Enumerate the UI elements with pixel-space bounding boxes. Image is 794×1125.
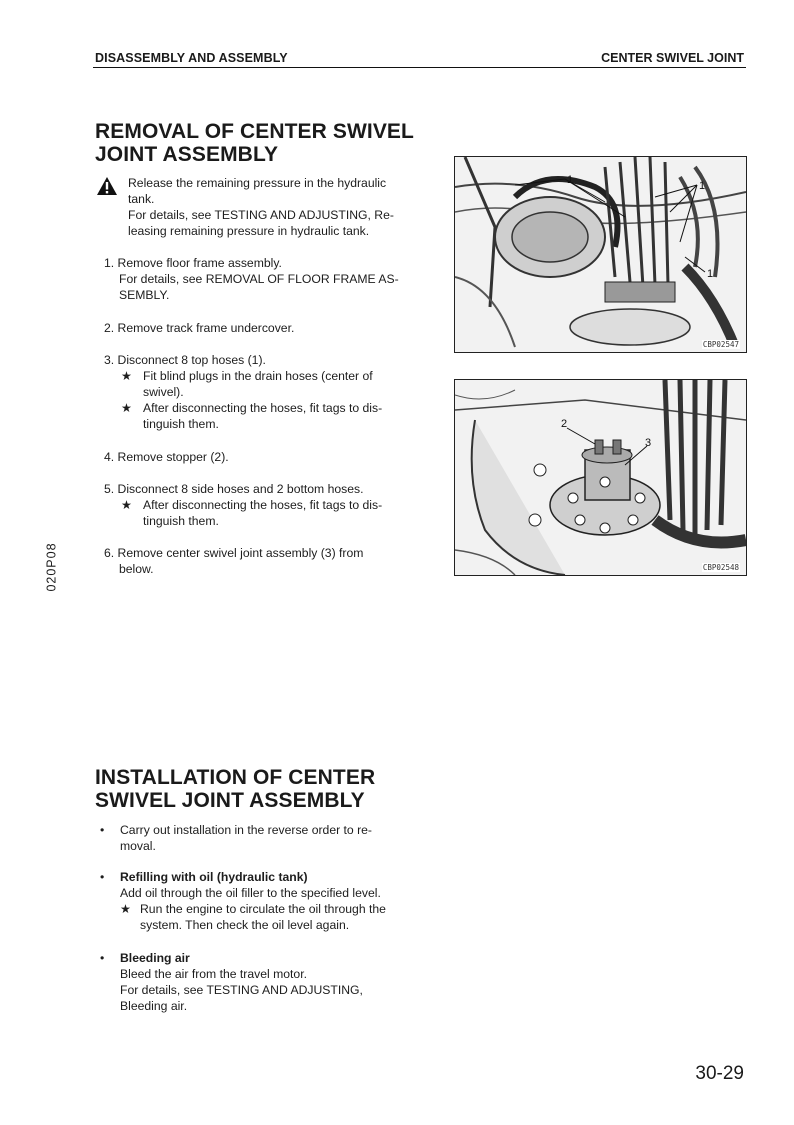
- header-component-title: CENTER SWIVEL JOINT: [601, 51, 744, 65]
- item-text: For details, see TESTING AND ADJUSTING,: [120, 983, 363, 997]
- removal-step-6: [104, 545, 424, 577]
- installation-item-bleeding-air: [100, 950, 425, 1014]
- bullet-icon: •: [100, 823, 105, 837]
- warning-triangle-icon: [97, 177, 117, 195]
- removal-title-line-2: JOINT ASSEMBLY: [95, 143, 279, 166]
- item-heading: Refilling with oil (hydraulic tank): [120, 870, 308, 884]
- step-note: [104, 400, 424, 432]
- fig1-label-1: 1: [567, 174, 574, 186]
- note-text: swivel).: [143, 385, 184, 399]
- step-text: 6. Remove center swivel joint assembly (3) from: [104, 546, 364, 560]
- item-text: Bleeding air.: [120, 999, 188, 1013]
- warning-line: For details, see TESTING AND ADJUSTING, Re-: [128, 208, 394, 222]
- removal-title: [95, 120, 414, 166]
- star-icon: ★: [120, 902, 131, 916]
- step-text: 4. Remove stopper (2).: [104, 450, 229, 464]
- removal-step-4: [104, 449, 424, 465]
- step-note: [104, 368, 424, 400]
- star-icon: ★: [121, 401, 132, 415]
- note-text: system. Then check the oil level again.: [140, 918, 350, 932]
- item-text: Bleed the air from the travel motor.: [120, 967, 307, 981]
- star-icon: ★: [121, 498, 132, 512]
- note-text: Fit blind plugs in the drain hoses (center of: [143, 369, 373, 383]
- fig1-label-1c: 1: [707, 268, 714, 280]
- item-text: Add oil through the oil filler to the specified level.: [120, 886, 381, 900]
- removal-step-1: [104, 255, 424, 303]
- bullet-icon: •: [100, 951, 105, 965]
- figure-swivel-joint: [454, 379, 747, 576]
- side-code-text: 020P08: [44, 542, 59, 592]
- fig2-label-2: 2: [561, 418, 568, 430]
- step-text: For details, see REMOVAL OF FLOOR FRAME AS-: [119, 272, 399, 286]
- figure-swivel-joint-illustration: [455, 380, 746, 575]
- side-document-code: [44, 540, 69, 600]
- item-note: [100, 901, 425, 933]
- step-note: [104, 497, 424, 529]
- item-text: moval.: [120, 839, 156, 853]
- removal-step-5: [104, 481, 424, 529]
- step-text: SEMBLY.: [119, 288, 170, 302]
- star-icon: ★: [121, 369, 132, 383]
- step-text: 5. Disconnect 8 side hoses and 2 bottom hoses.: [104, 482, 364, 496]
- note-text: tinguish them.: [143, 417, 219, 431]
- step-text: below.: [119, 562, 154, 576]
- installation-title-line-1: INSTALLATION OF CENTER: [95, 766, 376, 789]
- note-text: Run the engine to circulate the oil through the: [140, 902, 386, 916]
- figure-code: CBP02548: [702, 563, 739, 572]
- installation-item-refilling-oil: [100, 869, 425, 933]
- page-number: 30-29: [695, 1063, 744, 1084]
- installation-title: [95, 766, 375, 812]
- step-text: 1. Remove floor frame assembly.: [104, 256, 282, 270]
- note-text: After disconnecting the hoses, fit tags to dis-: [143, 401, 383, 415]
- fig1-label-1b: 1: [699, 180, 706, 192]
- installation-item-reverse-order: [100, 822, 425, 854]
- removal-step-3: [104, 352, 424, 432]
- figure-code: CBP02547: [702, 340, 739, 349]
- item-heading: Bleeding air: [120, 951, 190, 965]
- step-text: 3. Disconnect 8 top hoses (1).: [104, 353, 266, 367]
- warning-line: leasing remaining pressure in hydraulic tank.: [128, 224, 370, 238]
- header-rule: [93, 67, 746, 68]
- figure-top-hoses: [454, 156, 747, 353]
- warning-line: Release the remaining pressure in the hydraulic: [128, 176, 387, 190]
- note-text: tinguish them.: [143, 514, 219, 528]
- header-section-title: DISASSEMBLY AND ASSEMBLY: [95, 51, 288, 65]
- figure-top-hoses-illustration: [455, 157, 746, 352]
- item-text: Carry out installation in the reverse order to re-: [120, 823, 372, 837]
- fig2-label-3: 3: [645, 437, 652, 449]
- warning-line: tank.: [128, 192, 155, 206]
- step-text: 2. Remove track frame undercover.: [104, 321, 295, 335]
- removal-step-2: [104, 320, 424, 336]
- installation-title-line-2: SWIVEL JOINT ASSEMBLY: [95, 789, 365, 812]
- note-text: After disconnecting the hoses, fit tags to dis-: [143, 498, 383, 512]
- removal-title-line-1: REMOVAL OF CENTER SWIVEL: [95, 120, 414, 143]
- bullet-icon: •: [100, 870, 105, 884]
